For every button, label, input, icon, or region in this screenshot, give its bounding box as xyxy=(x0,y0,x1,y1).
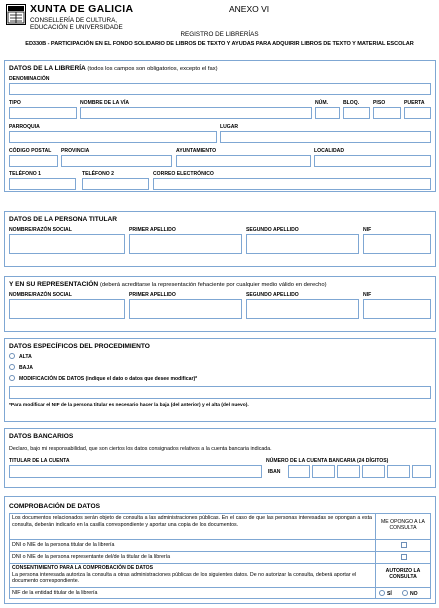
piso-field[interactable] xyxy=(373,107,401,119)
brand-name: XUNTA DE GALICIA xyxy=(30,3,134,15)
dni-representante-text: DNI o NIE de la persona representante del/de la titular de la librería xyxy=(12,554,171,560)
rep-nombre-label: NOMBRE/RAZÓN SOCIAL xyxy=(9,292,72,298)
titular-apellido1-field[interactable] xyxy=(129,234,242,254)
cuenta2-field[interactable] xyxy=(412,465,431,478)
procedimiento-footnote: *Para modificar el NIF de la persona titular es necesario hacer la baja (del anterior) y el alta (del nuevo). xyxy=(9,403,249,408)
bancarios-title: DATOS BANCARIOS xyxy=(9,433,74,440)
correo-label: CORREO ELECTRÓNICO xyxy=(153,171,214,177)
annex-label: ANEXO VI xyxy=(229,4,270,14)
titular-nombre-field[interactable] xyxy=(9,234,125,254)
grid-line xyxy=(9,551,431,552)
titular-nombre-label: NOMBRE/RAZÓN SOCIAL xyxy=(9,227,72,233)
autorizo-header: AUTORIZO LA CONSULTA xyxy=(385,568,421,581)
department-name xyxy=(30,17,123,32)
parroquia-field[interactable] xyxy=(9,131,217,143)
alta-label: ALTA xyxy=(19,353,32,360)
autorizo-si-radio[interactable] xyxy=(379,590,385,596)
tipo-field[interactable] xyxy=(9,107,77,119)
libreria-title: DATOS DE LA LIBRERÍA xyxy=(9,65,86,72)
modificacion-label xyxy=(19,376,197,382)
entidad-field[interactable] xyxy=(312,465,335,478)
codigo-postal-field[interactable] xyxy=(9,155,58,167)
denominacion-field[interactable] xyxy=(9,83,431,95)
cuenta-field[interactable] xyxy=(387,465,410,478)
telefono2-label: TELÉFONO 2 xyxy=(82,171,114,177)
section-bancarios xyxy=(4,428,436,488)
register-title: REGISTRO DE LIBRERÍAS xyxy=(180,31,259,38)
department-line-2: EDUCACIÓN E UNIVERSIDADE xyxy=(30,24,123,32)
ayuntamiento-label: AYUNTAMIENTO xyxy=(176,148,217,154)
iban-label: IBAN xyxy=(268,469,281,475)
titular-nif-label: NIF xyxy=(363,227,372,233)
comprobacion-title: COMPROBACIÓN DE DATOS xyxy=(9,503,100,510)
rep-nombre-field[interactable] xyxy=(9,299,125,319)
section-title xyxy=(9,65,218,72)
denominacion-label: DENOMINACIÓN xyxy=(9,76,50,82)
bloq-field[interactable] xyxy=(343,107,370,119)
grid-line xyxy=(9,587,431,588)
puerta-label: PUERTA xyxy=(404,100,425,106)
titular-apellido2-label: SEGUNDO APELLIDO xyxy=(246,227,299,233)
localidad-label: LOCALIDAD xyxy=(314,148,344,154)
modificacion-note: (indique el dato o datos que desee modificar)* xyxy=(85,375,198,382)
modificacion-text: MODIFICACIÓN DE DATOS xyxy=(19,375,85,382)
autorizo-no-radio[interactable] xyxy=(402,590,408,596)
libreria-note: (todos los campos son obligatorios, excepto el fax) xyxy=(87,66,218,72)
numero-cuenta-label: NÚMERO DE LA CUENTA BANCARIA (24 DÍGITOS) xyxy=(266,458,389,464)
provincia-field[interactable] xyxy=(61,155,172,167)
correo-field[interactable] xyxy=(153,178,431,190)
autorizo-no-label: NO xyxy=(410,590,418,597)
dni-titular-text: DNI o NIE de la persona titular de la librería xyxy=(12,542,115,548)
rep-apellido1-field[interactable] xyxy=(129,299,242,319)
oficina-field[interactable] xyxy=(337,465,360,478)
iban-digits-field[interactable] xyxy=(288,465,310,478)
modificacion-field[interactable] xyxy=(9,386,431,399)
baja-label: BAJA xyxy=(19,364,33,371)
alta-radio[interactable] xyxy=(9,353,15,359)
section-libreria xyxy=(4,60,436,192)
dc-field[interactable] xyxy=(362,465,385,478)
procedimiento-title: DATOS ESPECÍFICOS DEL PROCEDIMIENTO xyxy=(9,343,150,350)
provincia-label: PROVINCIA xyxy=(61,148,90,154)
department-line-1: CONSELLERÍA DE CULTURA, xyxy=(30,17,118,24)
localidad-field[interactable] xyxy=(314,155,431,167)
titular-cuenta-field[interactable] xyxy=(9,465,262,478)
piso-label: PISO xyxy=(373,100,386,106)
ayuntamiento-field[interactable] xyxy=(176,155,311,167)
bancarios-declaration: Declaro, bajo mi responsabilidad, que son ciertos los datos consignados relativos a la cuenta bancaria indicada. xyxy=(9,446,272,452)
representacion-note: (deberá acreditarse la representación fehaciente por cualquier medio válido en derecho) xyxy=(100,282,327,288)
parroquia-label: PARROQUIA xyxy=(9,124,40,130)
nif-entidad-text: NIF de la entidad titular de la librería xyxy=(12,590,98,596)
rep-nif-field[interactable] xyxy=(363,299,431,319)
codigo-postal-label: CÓDIGO POSTAL xyxy=(9,148,52,154)
representacion-title-text: Y EN SU REPRESENTACIÓN xyxy=(9,281,99,288)
telefono1-field[interactable] xyxy=(9,178,76,190)
section-titular xyxy=(4,211,436,267)
titular-title: DATOS DE LA PERSONA TITULAR xyxy=(9,216,118,223)
dni-representante-checkbox[interactable] xyxy=(401,554,407,560)
dni-titular-checkbox[interactable] xyxy=(401,542,407,548)
titular-cuenta-label: TITULAR DE LA CUENTA xyxy=(9,458,70,464)
form-subtitle: ED330B - PARTICIPACIÓN EN EL FONDO SOLIDARIO DE LIBROS DE TEXTO Y AYUDAS PARA ADQUIRIR LIBROS DE TEXTO Y MATERIAL ESCOLAR xyxy=(25,41,414,47)
rep-apellido1-label: PRIMER APELLIDO xyxy=(129,292,176,298)
grid-line xyxy=(9,563,431,564)
representacion-title xyxy=(9,281,327,288)
rep-apellido2-label: SEGUNDO APELLIDO xyxy=(246,292,299,298)
grid-line xyxy=(9,539,431,540)
num-field[interactable] xyxy=(315,107,340,119)
consent-title: CONSENTIMIENTO PARA LA COMPROBACIÓN DE DATOS xyxy=(12,565,154,571)
nombre-via-field[interactable] xyxy=(80,107,312,119)
titular-apellido1-label: PRIMER APELLIDO xyxy=(129,227,176,233)
opongo-header: ME OPONGO A LA CONSULTA xyxy=(381,519,425,532)
comprobacion-intro: Los documentos relacionados serán objeto de consulta a las administraciones públicas. En el caso de que las personas interesadas se opongan a esta consulta, deberán indicarlo en la casilla correspondiente y aportar una copia de los documentos. xyxy=(12,515,372,528)
titular-apellido2-field[interactable] xyxy=(246,234,359,254)
xunta-logo-icon xyxy=(6,4,26,25)
telefono2-field[interactable] xyxy=(82,178,149,190)
lugar-field[interactable] xyxy=(220,131,431,143)
autorizo-si-label: SÍ xyxy=(387,590,392,597)
section-procedimiento xyxy=(4,338,436,422)
titular-nif-field[interactable] xyxy=(363,234,431,254)
section-comprobacion xyxy=(4,496,436,604)
section-representacion xyxy=(4,276,436,332)
puerta-field[interactable] xyxy=(404,107,431,119)
num-label: NÚM. xyxy=(315,100,329,106)
grid-line xyxy=(9,598,431,599)
telefono1-label: TELÉFONO 1 xyxy=(9,171,41,177)
bloq-label: BLOQ. xyxy=(343,100,360,106)
baja-radio[interactable] xyxy=(9,364,15,370)
rep-nif-label: NIF xyxy=(363,292,372,298)
tipo-label: TIPO xyxy=(9,100,21,106)
consent-text: La persona interesada autoriza la consulta a otras administraciones públicas de los siguientes datos. De no autorizar la consulta, deberá aportar el documento correspondiente. xyxy=(12,572,357,585)
grid-line xyxy=(9,513,431,514)
rep-apellido2-field[interactable] xyxy=(246,299,359,319)
nombre-via-label: NOMBRE DE LA VÍA xyxy=(80,100,130,106)
lugar-label: LUGAR xyxy=(220,124,239,130)
modificacion-radio[interactable] xyxy=(9,375,15,381)
